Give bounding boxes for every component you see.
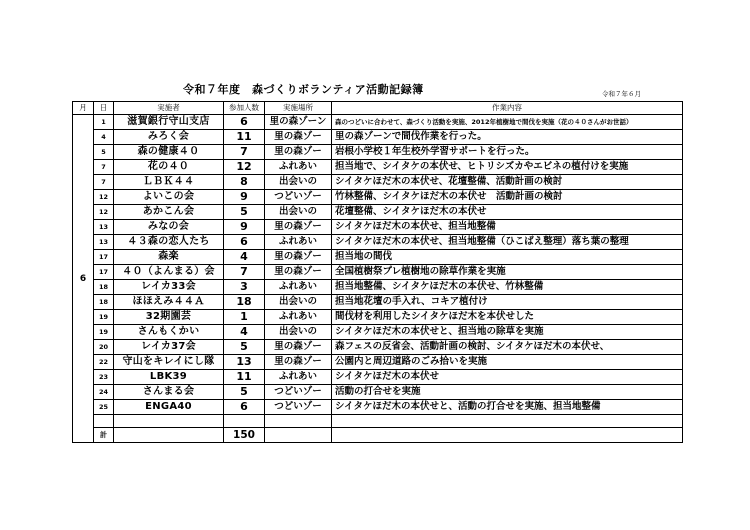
activity-log-table xyxy=(72,101,683,443)
day-cell: 4 xyxy=(94,130,114,145)
name-cell: 森の健康４０ xyxy=(114,145,224,160)
place-cell: ふれあい xyxy=(265,160,332,175)
count-cell: 11 xyxy=(224,130,265,145)
day-cell: 17 xyxy=(94,265,114,280)
content-cell: シイタケほだ木の本伏せ、花壇整備、活動計画の検討 xyxy=(332,175,683,190)
name-cell: ４３森の恋人たち xyxy=(114,235,224,250)
blank-cell xyxy=(94,415,114,428)
place-cell: ふれあい xyxy=(265,310,332,325)
name-cell: ほほえみ４４Ａ xyxy=(114,295,224,310)
place-cell: 里の森ゾー xyxy=(265,250,332,265)
count-cell: 1 xyxy=(224,310,265,325)
content-cell: 担当地で、シイタケの本伏せ、ヒトリシズカやエビネの植付けを実施 xyxy=(332,160,683,175)
total-spacer xyxy=(265,428,332,443)
day-cell: 24 xyxy=(94,385,114,400)
count-cell: 3 xyxy=(224,280,265,295)
count-cell: 13 xyxy=(224,355,265,370)
name-cell: さんまる会 xyxy=(114,385,224,400)
day-cell: 13 xyxy=(94,235,114,250)
content-cell: 公園内と周辺道路のごみ拾いを実施 xyxy=(332,355,683,370)
count-cell: 6 xyxy=(224,400,265,415)
blank-cell xyxy=(332,415,683,428)
content-cell: シイタケほだ木の本伏せと、活動の打合せを実施、担当地整備 xyxy=(332,400,683,415)
content-cell: 全国植樹祭プレ植樹地の除草作業を実施 xyxy=(332,265,683,280)
content-cell: 花壇整備、シイタケほだ木の本伏せ xyxy=(332,205,683,220)
place-cell: 出会いの xyxy=(265,175,332,190)
header-content: 作業内容 xyxy=(332,102,683,115)
day-cell: 19 xyxy=(94,310,114,325)
table-row xyxy=(73,355,683,370)
name-cell: LBK39 xyxy=(114,370,224,385)
blank-cell xyxy=(224,415,265,428)
place-cell: ふれあい xyxy=(265,280,332,295)
name-cell: レイカ37会 xyxy=(114,340,224,355)
content-cell: 岩根小学校１年生校外学習サポートを行った。 xyxy=(332,145,683,160)
table-row xyxy=(73,280,683,295)
place-cell: 出会いの xyxy=(265,325,332,340)
place-cell: 里の森ゾー xyxy=(265,220,332,235)
blank-cell xyxy=(114,415,224,428)
place-cell: 里の森ゾーン xyxy=(265,115,332,130)
content-cell: シイタケほだ木の本伏せ xyxy=(332,370,683,385)
name-cell: 32期園芸 xyxy=(114,310,224,325)
table-row xyxy=(73,370,683,385)
content-cell: 竹林整備、シイタケほだ木の本伏せ 活動計画の検討 xyxy=(332,190,683,205)
table-row xyxy=(73,310,683,325)
table-row xyxy=(73,160,683,175)
day-cell: 5 xyxy=(94,145,114,160)
day-cell: 19 xyxy=(94,325,114,340)
header-name: 実施者 xyxy=(114,102,224,115)
place-cell: 里の森ゾー xyxy=(265,355,332,370)
total-value: 150 xyxy=(224,428,265,443)
place-cell: 里の森ゾー xyxy=(265,265,332,280)
content-cell: 間伐材を利用したシイタケほだ木を本伏せした xyxy=(332,310,683,325)
count-cell: 4 xyxy=(224,250,265,265)
day-cell: 7 xyxy=(94,175,114,190)
place-cell: つどいゾー xyxy=(265,385,332,400)
count-cell: 7 xyxy=(224,265,265,280)
day-cell: 12 xyxy=(94,205,114,220)
place-cell: ふれあい xyxy=(265,235,332,250)
day-cell: 22 xyxy=(94,355,114,370)
table-row xyxy=(73,145,683,160)
day-cell: 18 xyxy=(94,280,114,295)
content-cell: 森フェスの反省会、活動計画の検討、シイタケほだ木の本伏せ、 xyxy=(332,340,683,355)
table-row xyxy=(73,295,683,310)
header-month: 月 xyxy=(73,102,94,115)
table-row xyxy=(73,235,683,250)
table-row xyxy=(73,175,683,190)
name-cell: ENGA40 xyxy=(114,400,224,415)
total-row xyxy=(73,428,683,443)
place-cell: つどいゾー xyxy=(265,400,332,415)
content-cell: 里の森ゾーンで間伐作業を行った。 xyxy=(332,130,683,145)
blank-cell xyxy=(265,415,332,428)
name-cell: ＬＢＫ４４ xyxy=(114,175,224,190)
content-cell: 森のつどいに合わせて、森づくり活動を実施、2012年植樹地で間伐を実施（花の４０さんがお世話） xyxy=(332,115,683,130)
table-row xyxy=(73,115,683,130)
count-cell: 6 xyxy=(224,115,265,130)
count-cell: 9 xyxy=(224,220,265,235)
place-cell: 出会いの xyxy=(265,205,332,220)
day-cell: 18 xyxy=(94,295,114,310)
name-cell: みなの会 xyxy=(114,220,224,235)
header-day: 日 xyxy=(94,102,114,115)
table-row xyxy=(73,385,683,400)
count-cell: 5 xyxy=(224,205,265,220)
name-cell: あかこん会 xyxy=(114,205,224,220)
count-cell: 18 xyxy=(224,295,265,310)
table-row xyxy=(73,190,683,205)
place-cell: 里の森ゾー xyxy=(265,340,332,355)
count-cell: 11 xyxy=(224,370,265,385)
total-spacer xyxy=(332,428,683,443)
place-cell: 里の森ゾー xyxy=(265,145,332,160)
count-cell: 8 xyxy=(224,175,265,190)
month-cell: 6 xyxy=(73,115,94,443)
content-cell: 担当地の間伐 xyxy=(332,250,683,265)
place-cell: つどいゾー xyxy=(265,190,332,205)
count-cell: 7 xyxy=(224,145,265,160)
total-label: 計 xyxy=(94,428,114,443)
content-cell: シイタケほだ木の本伏せ、担当地整備 xyxy=(332,220,683,235)
day-cell: 13 xyxy=(94,220,114,235)
content-cell: シイタケほだ木の本伏せ、担当地整備（ひこばえ整理）落ち葉の整理 xyxy=(332,235,683,250)
table-row xyxy=(73,250,683,265)
day-cell: 23 xyxy=(94,370,114,385)
day-cell: 7 xyxy=(94,160,114,175)
day-cell: 12 xyxy=(94,190,114,205)
place-cell: 里の森ゾー xyxy=(265,130,332,145)
count-cell: 6 xyxy=(224,235,265,250)
table-header-row xyxy=(73,102,683,115)
day-cell: 17 xyxy=(94,250,114,265)
name-cell: 花の４０ xyxy=(114,160,224,175)
blank-row xyxy=(73,415,683,428)
place-cell: ふれあい xyxy=(265,370,332,385)
document-title: 令和７年度 森づくりボランティア活動記録簿 xyxy=(183,83,424,96)
place-cell: 出会いの xyxy=(265,295,332,310)
content-cell: シイタケほだ木の本伏せと、担当地の除草を実施 xyxy=(332,325,683,340)
table-row xyxy=(73,400,683,415)
header-place: 実施場所 xyxy=(265,102,332,115)
header-count: 参加人数 xyxy=(224,102,265,115)
day-cell: 20 xyxy=(94,340,114,355)
count-cell: 9 xyxy=(224,190,265,205)
count-cell: 5 xyxy=(224,340,265,355)
table-row xyxy=(73,325,683,340)
table-row xyxy=(73,340,683,355)
day-cell: 25 xyxy=(94,400,114,415)
table-row xyxy=(73,205,683,220)
content-cell: 担当地花壇の手入れ、コキア植付け xyxy=(332,295,683,310)
name-cell: 森楽 xyxy=(114,250,224,265)
day-cell: 1 xyxy=(94,115,114,130)
count-cell: 12 xyxy=(224,160,265,175)
content-cell: 活動の打合せを実施 xyxy=(332,385,683,400)
table-row xyxy=(73,130,683,145)
total-spacer xyxy=(114,428,224,443)
content-cell: 担当地整備、シイタケほだ木の本伏せ、竹林整備 xyxy=(332,280,683,295)
name-cell: さんもくかい xyxy=(114,325,224,340)
name-cell: よいこの会 xyxy=(114,190,224,205)
table-row xyxy=(73,265,683,280)
document-date: 令和７年６月 xyxy=(602,90,641,98)
table-row xyxy=(73,220,683,235)
name-cell: ４０（よんまる）会 xyxy=(114,265,224,280)
name-cell: みろく会 xyxy=(114,130,224,145)
count-cell: 5 xyxy=(224,385,265,400)
name-cell: 守山をキレイにし隊 xyxy=(114,355,224,370)
name-cell: 滋賀銀行守山支店 xyxy=(114,115,224,130)
name-cell: レイカ33会 xyxy=(114,280,224,295)
count-cell: 4 xyxy=(224,325,265,340)
